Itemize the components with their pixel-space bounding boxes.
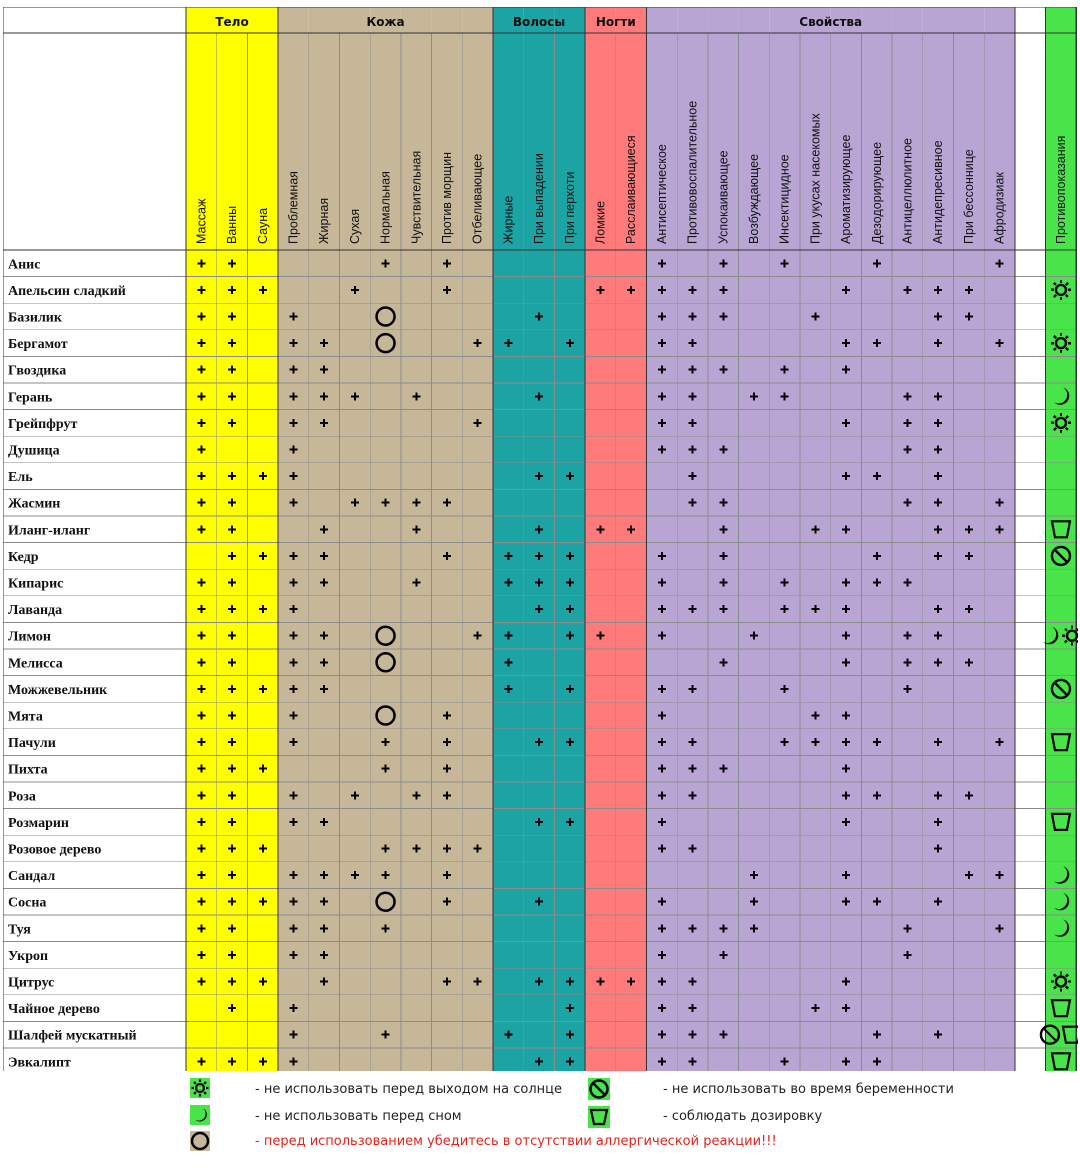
legend-sun-icon (189, 1077, 211, 1103)
column-header: Антисептическое (654, 144, 669, 244)
group-header: Кожа (366, 15, 405, 29)
legend-moon-text: - не использовать перед сном (255, 1109, 462, 1124)
column-header: Жирная (317, 197, 332, 244)
column-header: Противопоказания (1053, 135, 1068, 244)
oil-name: Сосна (8, 895, 47, 911)
oil-properties-table (3, 7, 1078, 1071)
oil-name: Бергамот (8, 337, 68, 353)
legend-sun-text: - не использовать перед выходом на солнце (255, 1082, 563, 1097)
oil-name: Пачули (8, 736, 56, 752)
column-band (186, 7, 217, 1071)
column-band (217, 7, 248, 1071)
oil-name: Цитрус (8, 975, 55, 991)
column-band (247, 7, 278, 1071)
column-band (340, 7, 371, 1071)
column-band (984, 7, 1015, 1071)
column-header: Расслаивающиеся (624, 135, 639, 244)
oil-name: Мелисса (8, 656, 63, 672)
oil-name: Сандал (8, 869, 56, 885)
column-header: Нормальная (378, 171, 393, 244)
legend-pregnancy-text: - не использовать во время беременности (663, 1082, 954, 1097)
oil-name: Розовое дерево (8, 842, 102, 858)
column-header: Ломкие (593, 200, 608, 244)
oil-name: Гвоздика (8, 363, 67, 379)
column-band (1015, 7, 1046, 1071)
oil-name: Лаванда (8, 603, 63, 619)
column-header: Возбуждающее (746, 153, 761, 244)
column-header: Ванны (225, 205, 240, 244)
legend (3, 1071, 1078, 1166)
group-header: Волосы (512, 15, 566, 29)
oil-name: Кедр (8, 549, 39, 565)
column-header: Ароматизирующее (839, 134, 854, 244)
oil-name: Шалфей мускатный (8, 1028, 137, 1044)
column-header: При укусах насекомых (808, 113, 823, 244)
oil-name: Роза (8, 789, 36, 805)
column-header: Успокаивающее (716, 150, 731, 244)
column-band (309, 7, 340, 1071)
column-header: Афродизиак (992, 172, 1007, 244)
column-header: Сауна (255, 207, 270, 244)
oil-name: Укроп (8, 948, 49, 964)
column-header: Чувствительная (409, 150, 424, 244)
column-header: Инсектицидное (777, 154, 792, 244)
legend-moon-icon (189, 1104, 211, 1130)
column-header: При бессоннице (961, 149, 976, 244)
oil-name: Лимон (8, 629, 51, 645)
column-header: Дезодорирующее (869, 141, 884, 244)
oil-name: Герань (8, 390, 53, 406)
oil-name: Чайное дерево (8, 1002, 100, 1018)
oil-name: Апельсин сладкий (8, 283, 126, 299)
oil-name: Грейпфрут (8, 416, 78, 432)
column-header: При выпадении (532, 153, 547, 244)
column-header: Антидепресивное (931, 140, 946, 244)
oil-name: Жасмин (8, 496, 61, 512)
oil-name: Розмарин (8, 815, 69, 831)
legend-allergy-circle-icon (189, 1130, 211, 1156)
oil-name: Кипарис (8, 576, 64, 592)
legend-dosage-icon (587, 1105, 611, 1133)
column-header: Антицеллюлитное (900, 138, 915, 244)
column-header: Жирные (501, 195, 516, 244)
oil-name: Анис (8, 257, 41, 273)
group-header: Тело (215, 15, 249, 29)
column-header: Проблемная (286, 171, 301, 244)
column-header: Противовоспалительное (685, 100, 700, 244)
column-header: Против морщин (439, 151, 454, 244)
oil-name: Душица (8, 443, 60, 459)
column-header: Отбеливающее (470, 153, 485, 244)
oil-name: Иланг-иланг (8, 523, 91, 539)
column-band (278, 7, 309, 1071)
oil-name: Ель (8, 470, 33, 486)
column-header: При перхоти (562, 171, 577, 244)
column-band (493, 7, 524, 1071)
legend-dosage-text: - соблюдать дозировку (663, 1109, 823, 1124)
oil-name: Базилик (8, 310, 62, 326)
legend-allergy-text: - перед использованием убедитесь в отсутствии аллергической реакции!!! (255, 1134, 777, 1149)
legend-pregnancy-icon (587, 1077, 611, 1105)
oil-name: Мята (8, 709, 43, 725)
oil-name: Туя (8, 922, 31, 938)
oil-name: Пихта (8, 762, 48, 778)
column-header: Массаж (194, 198, 209, 244)
group-header: Свойства (799, 15, 863, 29)
column-band (585, 7, 616, 1071)
column-band (554, 7, 585, 1071)
group-header: Ногти (595, 15, 636, 29)
oil-name: Эвкалипт (8, 1055, 71, 1071)
column-header: Сухая (347, 208, 362, 244)
oil-name: Можжевельник (8, 682, 108, 698)
